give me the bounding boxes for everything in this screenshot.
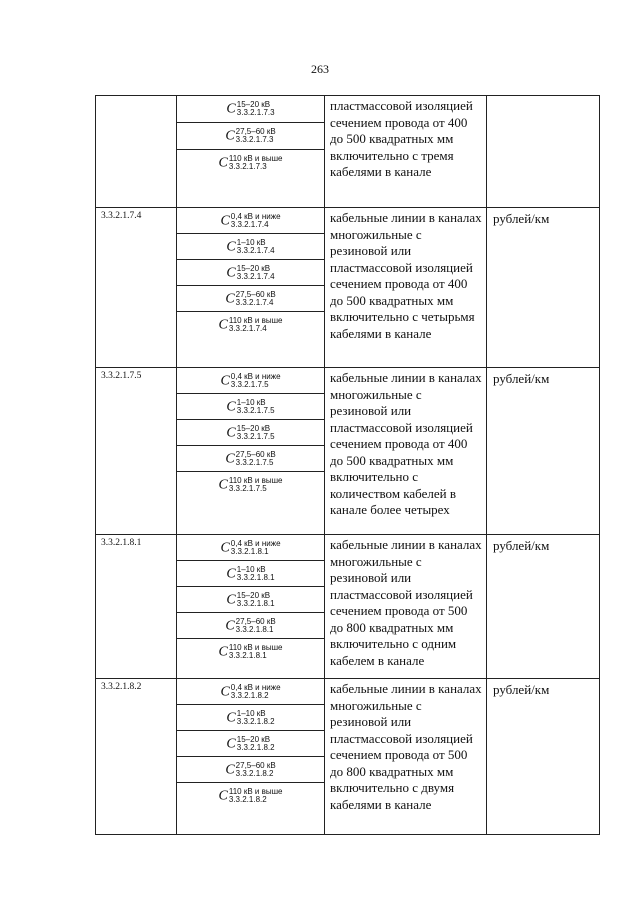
row-unit: рублей/км xyxy=(487,208,600,368)
coefficient-symbol xyxy=(220,212,280,230)
voltage-superscript: 27,5–60 кВ xyxy=(235,616,276,626)
index-subscript: 3.3.2.1.7.5 xyxy=(236,405,275,415)
coefficient-cell xyxy=(177,731,324,757)
row-description: кабельные линии в каналах многожильные с резиновой или пластмассовой изоляцией сечением провода от 500 до 800 квадратных мм включительно с двумя кабелями в канале xyxy=(325,679,487,835)
voltage-superscript: 15–20 кВ xyxy=(236,263,271,273)
coefficient-symbol xyxy=(219,316,283,334)
coefficient-letter: C xyxy=(220,372,230,388)
table-row xyxy=(96,368,600,535)
coefficient-letter: C xyxy=(226,424,236,440)
row-unit: рублей/км xyxy=(487,535,600,679)
index-subscript: 3.3.2.1.7.3 xyxy=(228,162,267,172)
coefficient-list xyxy=(177,679,325,835)
coefficient-symbol xyxy=(225,127,275,145)
row-description: кабельные линии в каналах многожильные с резиновой или пластмассовой изоляцией сечением провода от 400 до 500 квадратных мм включительно с четырьмя кабелями в канале xyxy=(325,208,487,368)
voltage-superscript: 27,5–60 кВ xyxy=(235,449,276,459)
index-subscript: 3.3.2.1.7.3 xyxy=(235,135,274,145)
tariff-table xyxy=(95,95,600,835)
index-subscript: 3.3.2.1.7.5 xyxy=(230,379,269,389)
coefficient-cell xyxy=(177,587,324,613)
coefficient-list xyxy=(177,368,325,535)
coefficient-cell xyxy=(177,757,324,783)
coefficient-cell xyxy=(177,286,324,312)
table-row xyxy=(96,96,600,208)
coefficient-symbol xyxy=(226,238,274,256)
index-subscript: 3.3.2.1.7.5 xyxy=(236,431,275,441)
row-unit xyxy=(487,96,600,208)
coefficient-symbol xyxy=(225,761,275,779)
coefficient-letter: C xyxy=(225,761,235,777)
coefficient-symbol xyxy=(226,709,274,727)
coefficient-cell xyxy=(177,96,324,123)
voltage-superscript: 1–10 кВ xyxy=(236,237,266,247)
table-row xyxy=(96,208,600,368)
index-subscript: 3.3.2.1.7.4 xyxy=(236,271,275,281)
coefficient-cell xyxy=(177,420,324,446)
table-row xyxy=(96,679,600,835)
coefficient-list xyxy=(177,535,325,679)
coefficient-letter: C xyxy=(226,238,236,254)
coefficient-cell xyxy=(177,472,324,497)
voltage-superscript: 15–20 кВ xyxy=(236,590,271,600)
coefficient-letter: C xyxy=(226,735,236,751)
coefficient-symbol xyxy=(225,450,275,468)
coefficient-cell xyxy=(177,123,324,150)
index-subscript: 3.3.2.1.7.5 xyxy=(228,483,267,493)
coefficient-symbol xyxy=(219,476,283,494)
coefficient-symbol xyxy=(226,424,274,442)
coefficient-symbol xyxy=(226,735,274,753)
coefficient-letter: C xyxy=(225,290,235,306)
table-body xyxy=(96,96,600,835)
coefficient-cell xyxy=(177,561,324,587)
coefficient-letter: C xyxy=(226,565,236,581)
page-number: 263 xyxy=(311,62,329,76)
table-row xyxy=(96,535,600,679)
index-subscript: 3.3.2.1.8.1 xyxy=(228,650,267,660)
coefficient-letter: C xyxy=(218,643,228,659)
coefficient-letter: C xyxy=(218,316,228,332)
coefficient-cell xyxy=(177,446,324,472)
coefficient-letter: C xyxy=(218,476,228,492)
index-subscript: 3.3.2.1.8.2 xyxy=(235,768,274,778)
voltage-superscript: 110 кВ и выше xyxy=(228,642,283,652)
row-code: 3.3.2.1.8.1 xyxy=(96,535,177,679)
coefficient-symbol xyxy=(219,787,283,805)
voltage-superscript: 0,4 кВ и ниже xyxy=(230,682,281,692)
index-subscript: 3.3.2.1.8.2 xyxy=(236,716,275,726)
index-subscript: 3.3.2.1.8.1 xyxy=(236,598,275,608)
coefficient-cell xyxy=(177,705,324,731)
index-subscript: 3.3.2.1.8.2 xyxy=(230,690,269,700)
coefficient-list xyxy=(177,96,325,208)
coefficient-letter: C xyxy=(226,398,236,414)
coefficient-symbol xyxy=(226,565,274,583)
index-subscript: 3.3.2.1.7.4 xyxy=(235,297,274,307)
index-subscript: 3.3.2.1.8.1 xyxy=(236,572,275,582)
coefficient-letter: C xyxy=(218,155,228,171)
voltage-superscript: 15–20 кВ xyxy=(236,100,271,110)
voltage-superscript: 1–10 кВ xyxy=(236,564,266,574)
coefficient-letter: C xyxy=(220,212,230,228)
voltage-superscript: 15–20 кВ xyxy=(236,423,271,433)
coefficient-symbol xyxy=(225,290,275,308)
row-code: 3.3.2.1.7.4 xyxy=(96,208,177,368)
coefficient-cell xyxy=(177,234,324,260)
coefficient-letter: C xyxy=(218,787,228,803)
coefficient-cell xyxy=(177,312,324,337)
voltage-superscript: 15–20 кВ xyxy=(236,734,271,744)
coefficient-symbol xyxy=(226,264,274,282)
coefficient-list xyxy=(177,208,325,368)
coefficient-cell xyxy=(177,260,324,286)
coefficient-letter: C xyxy=(225,617,235,633)
coefficient-symbol xyxy=(226,100,274,118)
index-subscript: 3.3.2.1.7.4 xyxy=(228,323,267,333)
row-code: 3.3.2.1.8.2 xyxy=(96,679,177,835)
coefficient-letter: C xyxy=(226,709,236,725)
index-subscript: 3.3.2.1.7.5 xyxy=(235,457,274,467)
coefficient-cell xyxy=(177,394,324,420)
row-unit: рублей/км xyxy=(487,368,600,535)
voltage-superscript: 27,5–60 кВ xyxy=(235,289,276,299)
voltage-superscript: 0,4 кВ и ниже xyxy=(230,538,281,548)
index-subscript: 3.3.2.1.8.1 xyxy=(230,546,269,556)
coefficient-symbol xyxy=(226,398,274,416)
coefficient-cell xyxy=(177,150,324,176)
coefficient-symbol xyxy=(219,643,283,661)
row-description: пластмассовой изоляцией сечением провода от 400 до 500 квадратных мм включительно с тремя кабелями в канале xyxy=(325,96,487,208)
coefficient-symbol xyxy=(225,617,275,635)
row-description: кабельные линии в каналах многожильные с резиновой или пластмассовой изоляцией сечением провода от 400 до 500 квадратных мм включительно с количеством кабелей в канале более четырех xyxy=(325,368,487,535)
coefficient-cell xyxy=(177,783,324,808)
coefficient-symbol xyxy=(219,154,283,172)
voltage-superscript: 0,4 кВ и ниже xyxy=(230,211,281,221)
coefficient-letter: C xyxy=(220,539,230,555)
coefficient-letter: C xyxy=(225,450,235,466)
coefficient-cell xyxy=(177,679,324,705)
coefficient-letter: C xyxy=(220,683,230,699)
coefficient-symbol xyxy=(220,683,280,701)
coefficient-symbol xyxy=(220,372,280,390)
voltage-superscript: 110 кВ и выше xyxy=(228,154,283,164)
voltage-superscript: 27,5–60 кВ xyxy=(235,760,276,770)
row-code xyxy=(96,96,177,208)
index-subscript: 3.3.2.1.7.4 xyxy=(236,245,275,255)
coefficient-symbol xyxy=(220,539,280,557)
coefficient-symbol xyxy=(226,591,274,609)
voltage-superscript: 27,5–60 кВ xyxy=(235,127,276,137)
index-subscript: 3.3.2.1.8.2 xyxy=(236,742,275,752)
voltage-superscript: 110 кВ и выше xyxy=(228,786,283,796)
voltage-superscript: 1–10 кВ xyxy=(236,708,266,718)
row-description: кабельные линии в каналах многожильные с резиновой или пластмассовой изоляцией сечением провода от 500 до 800 квадратных мм включительно с одним кабелем в канале xyxy=(325,535,487,679)
row-unit: рублей/км xyxy=(487,679,600,835)
row-code: 3.3.2.1.7.5 xyxy=(96,368,177,535)
voltage-superscript: 0,4 кВ и ниже xyxy=(230,371,281,381)
voltage-superscript: 110 кВ и выше xyxy=(228,315,283,325)
coefficient-letter: C xyxy=(226,101,236,117)
index-subscript: 3.3.2.1.7.4 xyxy=(230,219,269,229)
index-subscript: 3.3.2.1.7.3 xyxy=(236,108,275,118)
voltage-superscript: 1–10 кВ xyxy=(236,397,266,407)
coefficient-letter: C xyxy=(226,264,236,280)
coefficient-cell xyxy=(177,613,324,639)
coefficient-cell xyxy=(177,208,324,234)
coefficient-letter: C xyxy=(226,591,236,607)
coefficient-cell xyxy=(177,368,324,394)
index-subscript: 3.3.2.1.8.1 xyxy=(235,624,274,634)
voltage-superscript: 110 кВ и выше xyxy=(228,475,283,485)
index-subscript: 3.3.2.1.8.2 xyxy=(228,794,267,804)
coefficient-letter: C xyxy=(225,128,235,144)
coefficient-cell xyxy=(177,535,324,561)
coefficient-cell xyxy=(177,639,324,664)
